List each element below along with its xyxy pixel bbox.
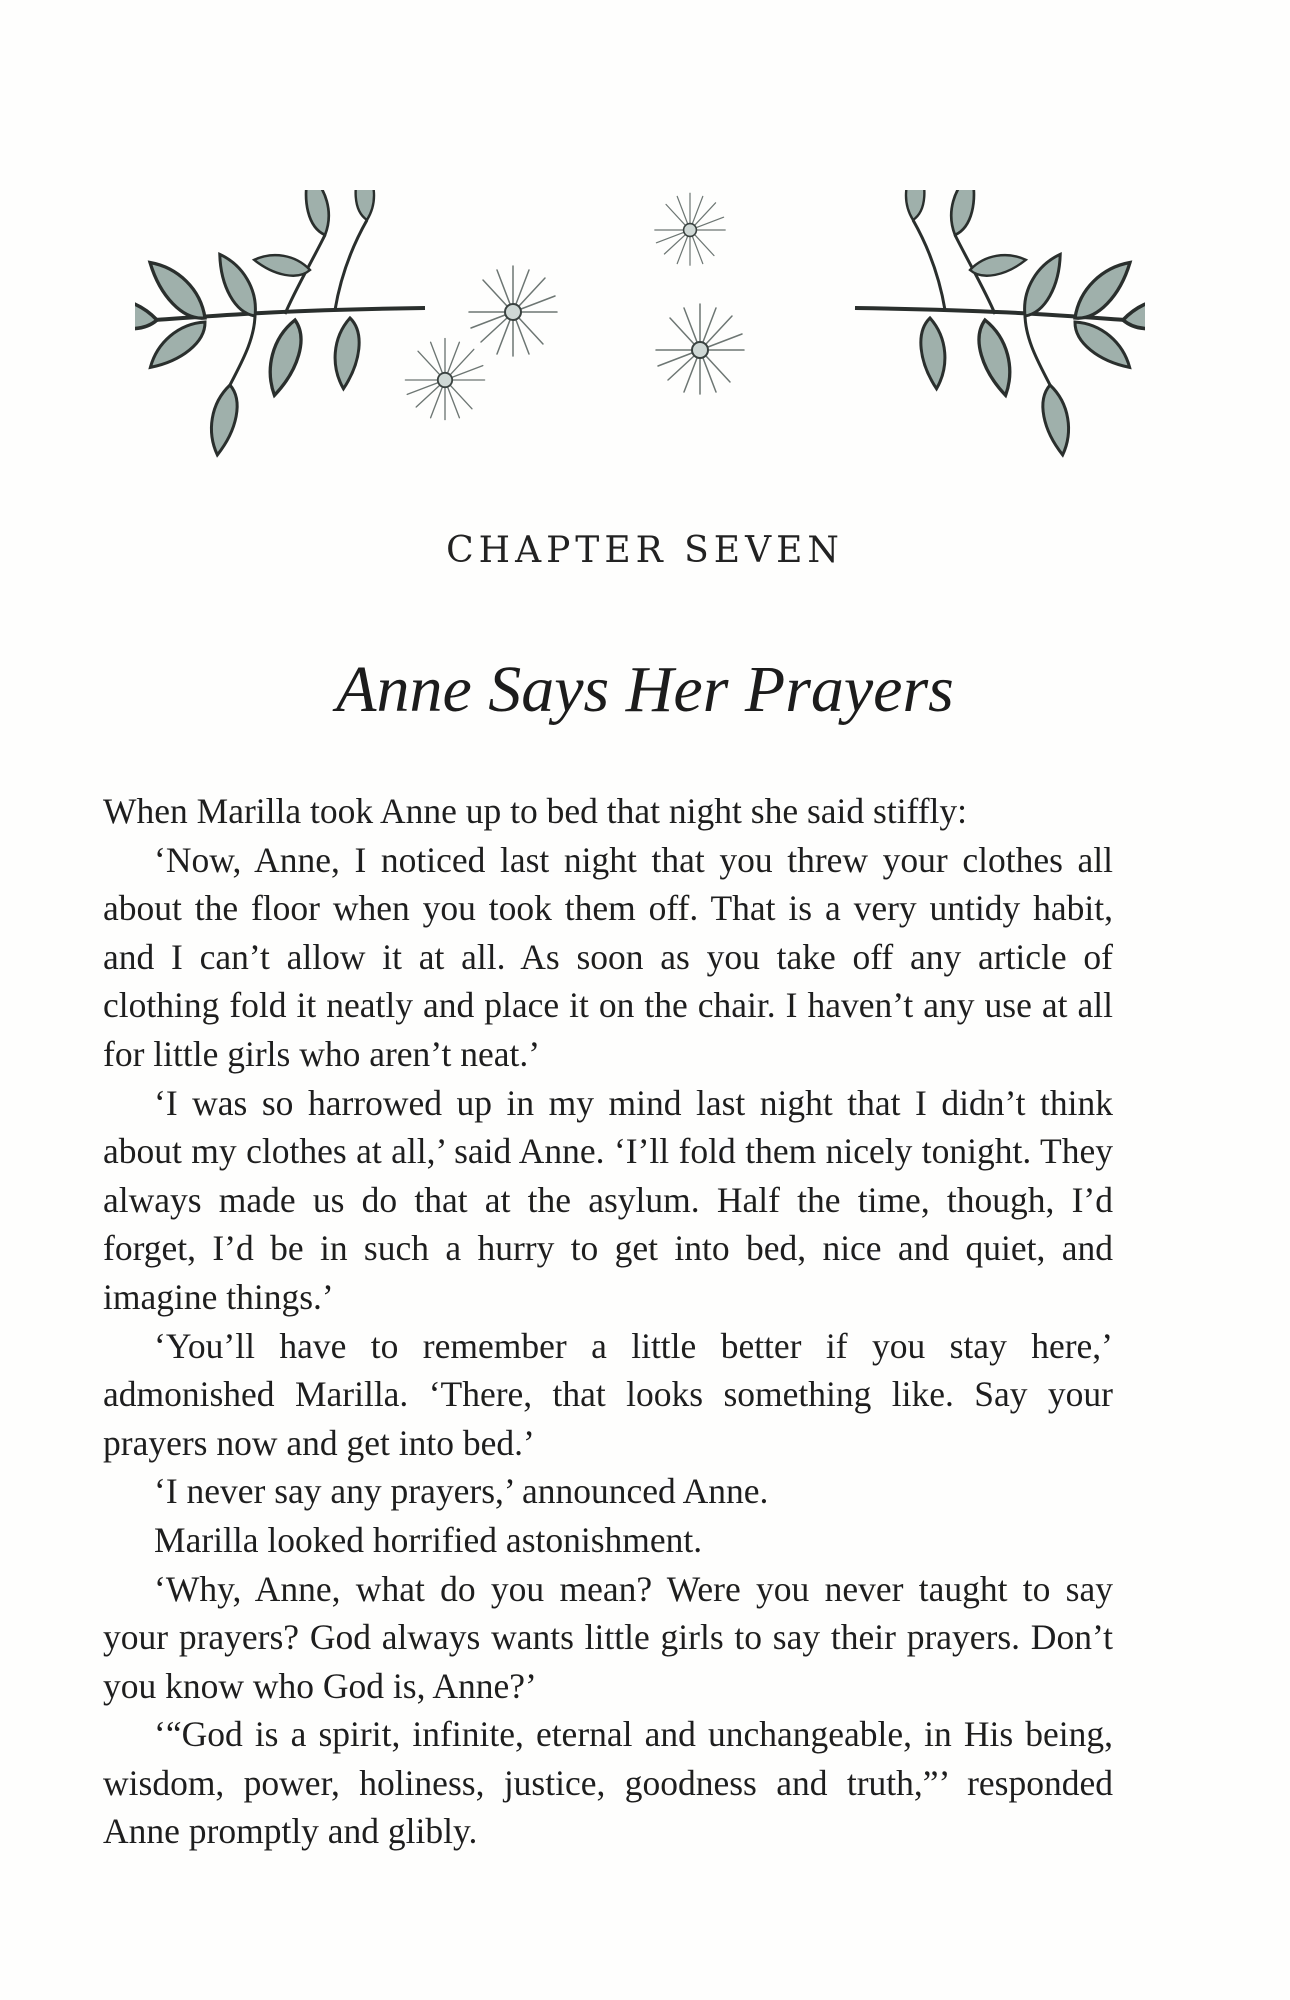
left-branch-icon	[135, 190, 425, 457]
daisy-icon	[405, 193, 744, 419]
right-branch-icon	[855, 190, 1145, 457]
chapter-number: CHAPTER SEVEN	[446, 530, 844, 571]
paragraph: ‘You’ll have to remember a little better if you stay here,’ admonished Marilla. ‘There, that looks something like. Say your prayers now and get into bed.’	[103, 1325, 1113, 1463]
leaf-and-daisy-ornament	[135, 190, 1145, 460]
paragraph: ‘Why, Anne, what do you mean? Were you never taught to say your prayers? God always wants little girls to say their prayers. Don’t you know who God is, Anne?’	[103, 1568, 1113, 1706]
paragraph: ‘I was so harrowed up in my mind last night that I didn’t think about my clothes at all,’ said Anne. ‘I’ll fold them nicely tonight. They always made us do that at the asylum. Half the time, though, I’d forget, I’d be in such a hurry to get into bed, nice and quiet, and imagine things.’	[103, 1082, 1113, 1317]
paragraph: ‘I never say any prayers,’ announced Anne.	[154, 1471, 769, 1512]
paragraph: ‘Now, Anne, I noticed last night that you threw your clothes all about the floor when you took them off. That is a very untidy habit, and I can’t allow it at all. As soon as you take off any article of clothing fold it neatly and place it on the chair. I haven’t any use at all for little girls who aren’t neat.’	[103, 839, 1113, 1074]
paragraph: Marilla looked horrified astonishment.	[154, 1519, 703, 1560]
paragraph: When Marilla took Anne up to bed that night she said stiffly:	[103, 791, 968, 831]
chapter-body	[103, 787, 1113, 1856]
paragraph: ‘“God is a spirit, infinite, eternal and unchangeable, in His being, wisdom, power, holiness, justice, goodness and truth,”’ responded Anne promptly and glibly.	[103, 1714, 1113, 1852]
chapter-title: Anne Says Her Prayers	[336, 653, 954, 726]
